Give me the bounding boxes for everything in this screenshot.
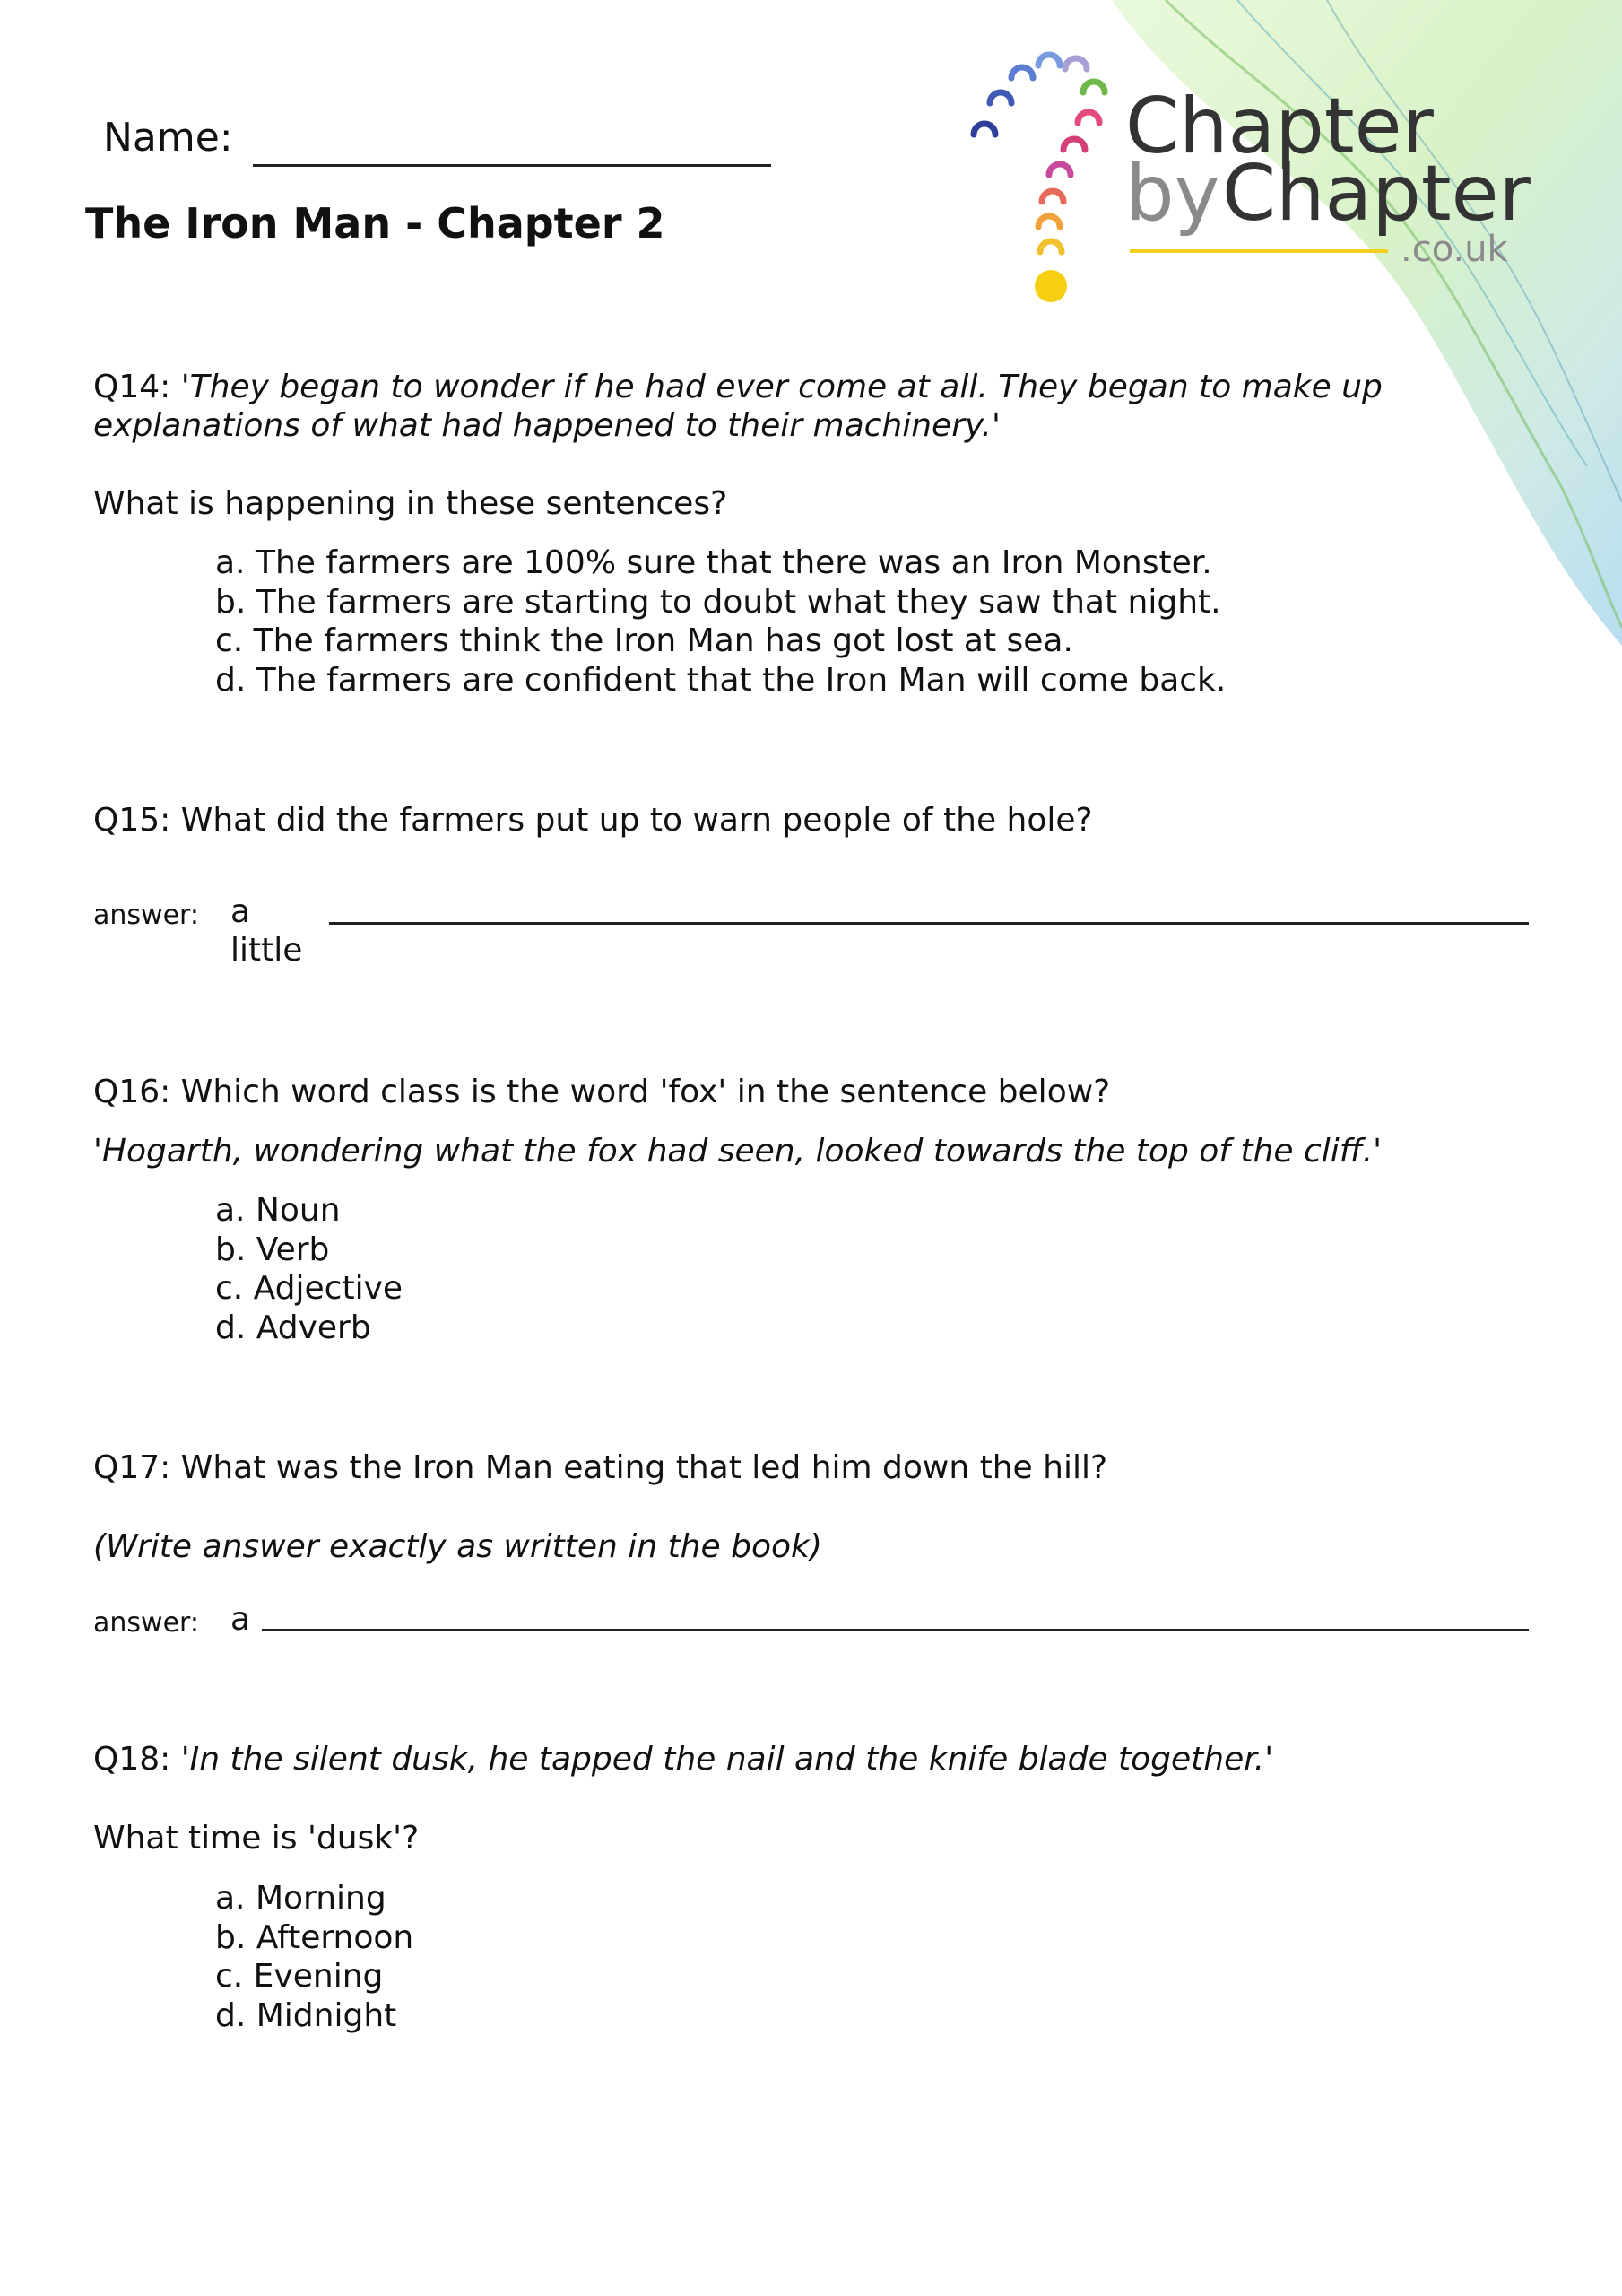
q14-question: What is happening in these sentences? xyxy=(93,485,728,522)
q18-option-c[interactable]: c. Evening xyxy=(215,1958,384,1995)
q16-quote: 'Hogarth, wondering what the fox had seen, looked towards the top of the cliff.' xyxy=(93,1133,1383,1170)
q18-option-d[interactable]: d. Midnight xyxy=(215,1996,397,2034)
page-title: The Iron Man - Chapter 2 xyxy=(85,199,665,248)
q18-option-a[interactable]: a. Morning xyxy=(215,1880,386,1917)
name-input-line[interactable] xyxy=(253,164,771,167)
q18-option-b[interactable]: b. Afternoon xyxy=(215,1918,414,1956)
q16-option-c[interactable]: c. Adjective xyxy=(215,1270,403,1307)
q14-quote-line1: 'They began to wonder if he had ever come at all. They began to make up xyxy=(180,369,1383,405)
logo-line1: Chapter xyxy=(1125,82,1434,171)
q15-answer-label: answer: xyxy=(93,900,199,931)
q14-option-a[interactable]: a. The farmers are 100% sure that there was an Iron Monster. xyxy=(215,544,1212,581)
q16-option-d[interactable]: d. Adverb xyxy=(215,1309,371,1346)
q17-answer-prefix: a xyxy=(230,1601,251,1638)
q15-answer-prefix-2: little xyxy=(230,932,303,969)
q17-answer-label: answer: xyxy=(93,1607,199,1639)
chapter-by-chapter-logo xyxy=(959,49,1533,309)
q14-quote-line2: explanations of what had happened to their machinery.' xyxy=(93,407,1001,444)
logo-dot xyxy=(1035,270,1067,302)
q18-quote: 'In the silent dusk, he tapped the nail and the knife blade together.' xyxy=(180,1741,1274,1778)
q14-option-b[interactable]: b. The farmers are starting to doubt what they saw that night. xyxy=(215,583,1221,621)
q16-options xyxy=(215,1191,403,1347)
q18-number: Q18: xyxy=(93,1741,171,1778)
q17-note: (Write answer exactly as written in the book) xyxy=(93,1528,822,1565)
q18-question: What time is 'dusk'? xyxy=(93,1820,420,1857)
q17-question: Q17: What was the Iron Man eating that led him down the hill? xyxy=(93,1449,1108,1486)
q15-question: Q15: What did the farmers put up to warn people of the hole? xyxy=(93,802,1093,839)
q15-answer-line[interactable] xyxy=(329,922,1529,925)
q18 xyxy=(93,1740,1273,1779)
q15-answer-prefix-1: a xyxy=(230,893,251,930)
logo-domain: .co.uk xyxy=(1401,229,1508,270)
q16-option-b[interactable]: b. Verb xyxy=(215,1231,330,1268)
name-label: Name: xyxy=(103,115,233,161)
logo-line2-chapter: Chapter xyxy=(1222,149,1531,239)
q16-option-a[interactable]: a. Noun xyxy=(215,1192,341,1229)
q18-options xyxy=(215,1879,413,2035)
q14-options xyxy=(215,544,1226,700)
logo-line2-by: by xyxy=(1125,149,1220,239)
q14-option-c[interactable]: c. The farmers think the Iron Man has got lost at sea. xyxy=(215,622,1073,659)
q14-option-d[interactable]: d. The farmers are confident that the Iron Man will come back. xyxy=(215,661,1227,699)
q17-answer-line[interactable] xyxy=(262,1629,1529,1631)
q14 xyxy=(93,368,1383,407)
q14-number: Q14: xyxy=(93,369,171,405)
q15-answer-prefix xyxy=(230,892,302,970)
q16-question: Q16: Which word class is the word 'fox' in the sentence below? xyxy=(93,1074,1111,1110)
